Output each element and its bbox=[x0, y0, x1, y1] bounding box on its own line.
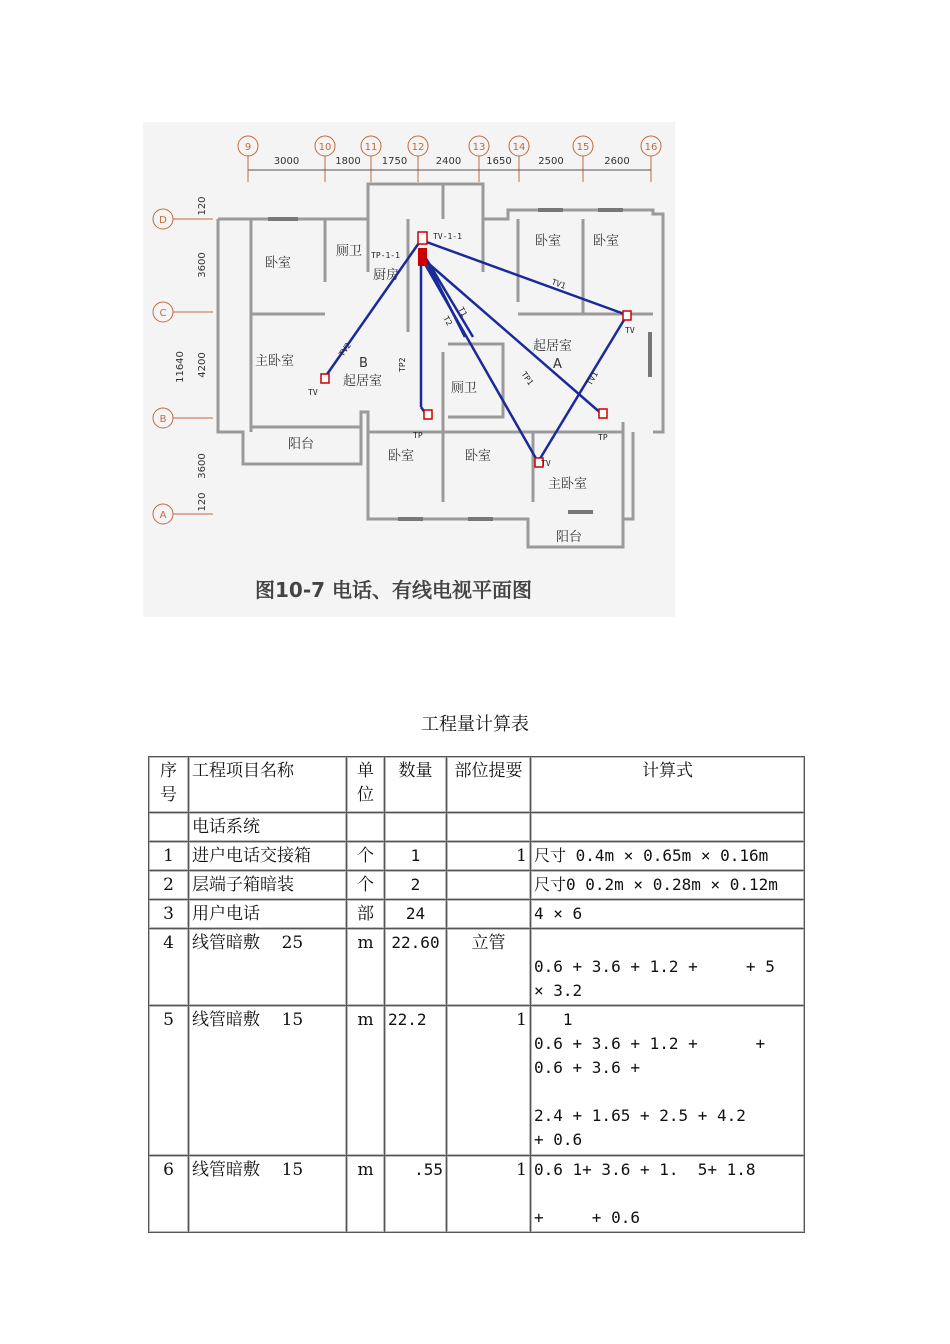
room-bathroom-2: 厕卫 bbox=[451, 381, 478, 396]
table-row bbox=[149, 1156, 805, 1233]
cell-part: 1 bbox=[447, 842, 531, 871]
table-row bbox=[149, 813, 805, 842]
dim-label-left: 3600 bbox=[197, 453, 208, 479]
axis-letter: B bbox=[159, 414, 167, 425]
label-tv-1: TV bbox=[308, 388, 318, 397]
room-a: A bbox=[553, 357, 562, 372]
table-row bbox=[149, 842, 805, 871]
cell-qty: 2 bbox=[385, 871, 447, 900]
cell-unit: 个 bbox=[347, 871, 385, 900]
room-balcony-1: 阳台 bbox=[288, 437, 315, 452]
label-tp-2: TP bbox=[598, 433, 608, 442]
room-bedroom-3: 卧室 bbox=[593, 234, 620, 249]
cell-name: 层端子箱暗装 bbox=[189, 871, 347, 900]
header-seq: 序 号 bbox=[149, 757, 189, 813]
cell-qty: .55 bbox=[385, 1156, 447, 1233]
label-tv2: TV2 bbox=[337, 341, 353, 359]
cell-name: 线管暗敷 15 bbox=[189, 1006, 347, 1156]
cell-part bbox=[447, 871, 531, 900]
calculation-table bbox=[148, 756, 805, 1233]
cell-seq: 4 bbox=[149, 929, 189, 1006]
axis-number: 14 bbox=[512, 142, 526, 153]
header-qty: 数量 bbox=[385, 757, 447, 813]
dim-label-top: 1800 bbox=[335, 156, 361, 167]
cell-unit: 个 bbox=[347, 842, 385, 871]
header-part: 部位提要 bbox=[447, 757, 531, 813]
label-tp2: TP2 bbox=[398, 357, 407, 372]
table-row bbox=[149, 1006, 805, 1156]
axis-number: 16 bbox=[644, 142, 658, 153]
dim-label-top: 2500 bbox=[538, 156, 564, 167]
cell-name: 线管暗敷 15 bbox=[189, 1156, 347, 1233]
room-bedroom-4: 卧室 bbox=[388, 449, 415, 464]
dim-label-left: 4200 bbox=[197, 352, 208, 378]
header-formula: 计算式 bbox=[531, 757, 805, 813]
room-master-bedroom-2: 主卧室 bbox=[548, 477, 588, 492]
cell-unit: m bbox=[347, 1006, 385, 1156]
dim-label-left: 3600 bbox=[197, 252, 208, 278]
cell-part bbox=[447, 900, 531, 929]
axis-letter: A bbox=[159, 510, 167, 521]
axis-letter: D bbox=[159, 215, 167, 226]
cell-seq: 2 bbox=[149, 871, 189, 900]
cell-seq bbox=[149, 813, 189, 842]
cell-seq: 1 bbox=[149, 842, 189, 871]
dim-label-top: 3000 bbox=[273, 156, 300, 167]
axis-number: 9 bbox=[244, 142, 252, 153]
cell-formula: 0.6 1+ 3.6 + 1. 5+ 1.8 + + 0.6 bbox=[531, 1156, 805, 1233]
label-t2: T2 bbox=[441, 314, 454, 328]
figure-caption: 图10-7 电话、有线电视平面图 bbox=[255, 578, 533, 602]
room-master-bedroom-1: 主卧室 bbox=[255, 354, 295, 369]
cell-part: 立管 bbox=[447, 929, 531, 1006]
cell-part: 1 bbox=[447, 1006, 531, 1156]
dim-label-top: 2400 bbox=[435, 156, 462, 167]
room-balcony-2: 阳台 bbox=[556, 530, 583, 545]
cell-qty: 1 bbox=[385, 842, 447, 871]
cell-name: 进户电话交接箱 bbox=[189, 842, 347, 871]
cell-qty: 22.2 bbox=[385, 1006, 447, 1156]
cell-unit: m bbox=[347, 929, 385, 1006]
table-title: 工程量计算表 bbox=[421, 714, 529, 735]
axis-number: 15 bbox=[576, 142, 590, 153]
header-name: 工程项目名称 bbox=[189, 757, 347, 813]
table-row bbox=[149, 929, 805, 1006]
cell-formula: 1 0.6 + 3.6 + 1.2 + + 0.6 + 3.6 + 2.4 + 1.65 + 2.5 + 4.2 + 0.6 bbox=[531, 1006, 805, 1156]
label-tp-1: TP bbox=[413, 431, 423, 440]
cell-qty bbox=[385, 813, 447, 842]
dim-label-left: 120 bbox=[197, 196, 208, 216]
dim-label-top: 2600 bbox=[604, 156, 630, 167]
cell-qty: 22.60 bbox=[385, 929, 447, 1006]
cell-seq: 3 bbox=[149, 900, 189, 929]
room-bedroom-1: 卧室 bbox=[265, 256, 292, 271]
cell-name: 用户电话 bbox=[189, 900, 347, 929]
label-tv11: TV-1-1 bbox=[433, 232, 462, 241]
axis-number: 10 bbox=[318, 142, 332, 153]
label-tp1: TP1 bbox=[519, 369, 536, 387]
axis-number: 12 bbox=[411, 142, 425, 153]
header-unit: 单 位 bbox=[347, 757, 385, 813]
cell-unit: 部 bbox=[347, 900, 385, 929]
cell-formula bbox=[531, 813, 805, 842]
table-row bbox=[149, 871, 805, 900]
cell-part: 1 bbox=[447, 1156, 531, 1233]
cell-unit: m bbox=[347, 1156, 385, 1233]
label-tv-3: TV bbox=[541, 459, 551, 468]
axis-number: 13 bbox=[472, 142, 486, 153]
cell-formula: 尺寸 0.4m × 0.65m × 0.16m bbox=[531, 842, 805, 871]
room-b: B bbox=[359, 356, 368, 371]
label-tv-2: TV bbox=[625, 326, 635, 335]
room-bedroom-5: 卧室 bbox=[465, 449, 492, 464]
cell-formula: 尺寸0 0.2m × 0.28m × 0.12m bbox=[531, 871, 805, 900]
cell-part bbox=[447, 813, 531, 842]
label-t1: T1 bbox=[456, 305, 469, 319]
floor-plan-figure bbox=[143, 122, 675, 617]
cell-seq: 6 bbox=[149, 1156, 189, 1233]
cell-name: 线管暗敷 25 bbox=[189, 929, 347, 1006]
cell-qty: 24 bbox=[385, 900, 447, 929]
label-tv1-b: TV1 bbox=[584, 369, 600, 387]
cell-name: 电话系统 bbox=[189, 813, 347, 842]
cell-formula: 0.6 + 3.6 + 1.2 + + 5 × 3.2 bbox=[531, 929, 805, 1006]
dim-label-top: 1750 bbox=[381, 156, 408, 167]
cell-seq: 5 bbox=[149, 1006, 189, 1156]
axis-letter: C bbox=[159, 308, 167, 319]
table-row bbox=[149, 900, 805, 929]
label-tv1: TV1 bbox=[550, 277, 567, 291]
axis-number: 11 bbox=[364, 142, 378, 153]
dim-label-total: 11640 bbox=[175, 351, 186, 383]
cell-unit bbox=[347, 813, 385, 842]
cell-formula: 4 × 6 bbox=[531, 900, 805, 929]
room-living-a: 起居室 bbox=[533, 339, 573, 354]
room-bedroom-2: 卧室 bbox=[535, 234, 562, 249]
dim-label-top: 1650 bbox=[486, 156, 512, 167]
label-tp11: TP-1-1 bbox=[371, 251, 400, 260]
room-kitchen: 厨房 bbox=[373, 268, 400, 283]
dim-label-left: 120 bbox=[197, 492, 208, 512]
room-living-b: 起居室 bbox=[343, 374, 383, 389]
room-bathroom-1: 厕卫 bbox=[336, 244, 363, 259]
